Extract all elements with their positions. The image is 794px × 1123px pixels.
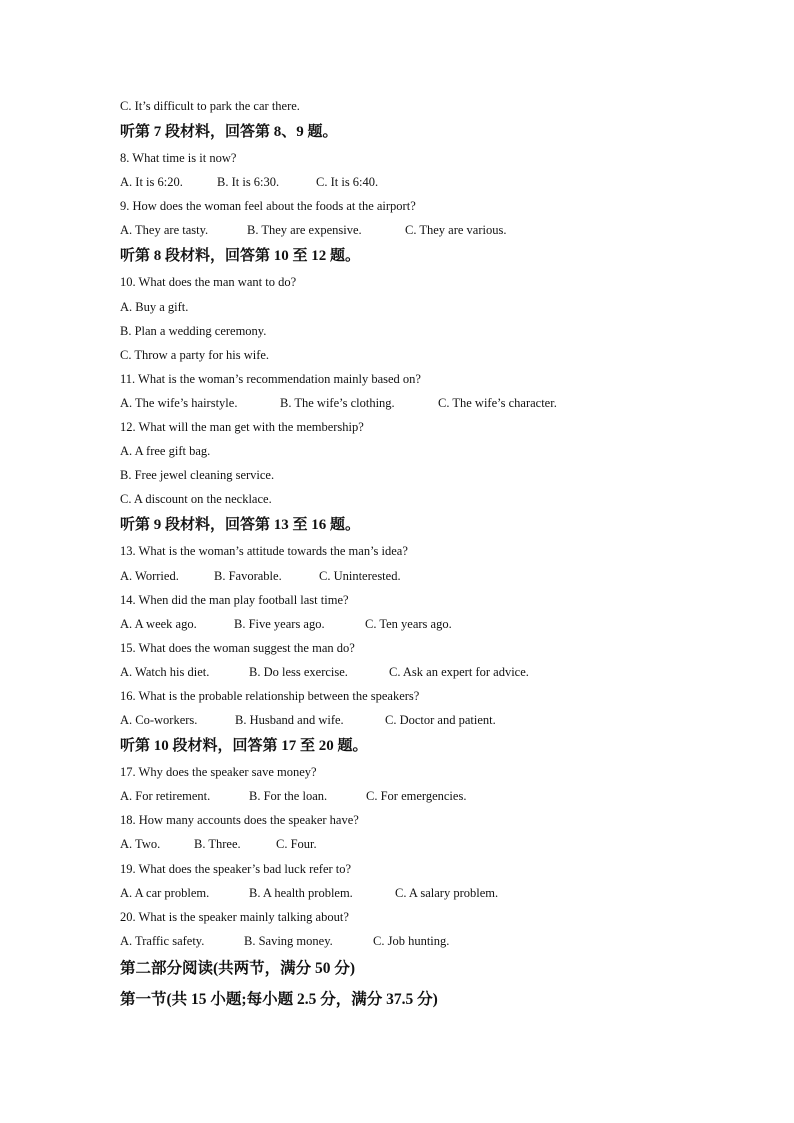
section-heading-passage-8: 听第 8 段材料，回答第 10 至 12 题。 bbox=[120, 248, 361, 265]
question-16-options bbox=[120, 708, 760, 732]
question-12-option-b: B. Free jewel cleaning service. bbox=[120, 468, 275, 483]
question-14-options bbox=[120, 612, 760, 636]
question-12: 12. What will the man get with the membership? bbox=[120, 420, 364, 435]
option-c: C. It is 6:40. bbox=[316, 175, 379, 190]
option-a: A. It is 6:20. bbox=[120, 175, 183, 190]
section-heading-passage-7: 听第 7 段材料，回答第 8、9 题。 bbox=[120, 124, 338, 141]
question-20: 20. What is the speaker mainly talking about? bbox=[120, 909, 349, 924]
option-a: A. Two. bbox=[120, 837, 161, 852]
question-12-option-a: A. A free gift bag. bbox=[120, 444, 211, 459]
question-10-option-b: B. Plan a wedding ceremony. bbox=[120, 323, 267, 338]
question-8: 8. What time is it now? bbox=[120, 151, 237, 166]
option-b: B. A health problem. bbox=[249, 885, 353, 900]
question-15: 15. What does the woman suggest the man do? bbox=[120, 640, 355, 655]
option-a: A. Traffic safety. bbox=[120, 933, 205, 948]
option-b: B. Saving money. bbox=[244, 933, 333, 948]
question-17: 17. Why does the speaker save money? bbox=[120, 765, 317, 780]
part-two-heading: 第二部分阅读(共两节，满分 50 分) bbox=[120, 959, 356, 977]
question-7-option-c: C. It’s difficult to park the car there. bbox=[120, 99, 300, 113]
document-page bbox=[120, 94, 760, 1015]
option-b: B. Five years ago. bbox=[234, 616, 325, 631]
option-b: B. Three. bbox=[194, 837, 241, 852]
section-one-heading: 第一节(共 15 小题;每小题 2.5 分，满分 37.5 分) bbox=[120, 990, 438, 1008]
question-12-option-c: C. A discount on the necklace. bbox=[120, 492, 272, 507]
option-a: A. For retirement. bbox=[120, 789, 211, 804]
option-c: C. Doctor and patient. bbox=[385, 713, 496, 728]
section-heading-passage-10: 听第 10 段材料，回答第 17 至 20 题。 bbox=[120, 738, 368, 755]
question-11: 11. What is the woman’s recommendation mainly based on? bbox=[120, 371, 421, 386]
option-c: C. Ask an expert for advice. bbox=[389, 664, 529, 679]
question-13-options bbox=[120, 564, 760, 588]
option-a: A. The wife’s hairstyle. bbox=[120, 395, 238, 410]
option-a: A. A car problem. bbox=[120, 885, 210, 900]
option-a: A. Watch his diet. bbox=[120, 664, 210, 679]
option-a: A. They are tasty. bbox=[120, 223, 209, 238]
option-c: C. A salary problem. bbox=[395, 885, 499, 900]
option-b: B. Favorable. bbox=[214, 568, 282, 583]
question-19-options bbox=[120, 881, 760, 905]
option-c: C. Job hunting. bbox=[373, 933, 450, 948]
question-10-option-c: C. Throw a party for his wife. bbox=[120, 347, 270, 362]
option-b: B. Do less exercise. bbox=[249, 664, 348, 679]
question-14: 14. When did the man play football last time? bbox=[120, 592, 349, 607]
question-16: 16. What is the probable relationship between the speakers? bbox=[120, 688, 420, 703]
option-b: B. They are expensive. bbox=[247, 223, 362, 238]
option-b: B. Husband and wife. bbox=[235, 713, 344, 728]
option-a: A. Co-workers. bbox=[120, 713, 198, 728]
question-13: 13. What is the woman’s attitude towards the man’s idea? bbox=[120, 544, 408, 559]
option-a: A. Worried. bbox=[120, 568, 179, 583]
section-heading-passage-9: 听第 9 段材料，回答第 13 至 16 题。 bbox=[120, 517, 361, 534]
option-b: B. For the loan. bbox=[249, 789, 328, 804]
option-b: B. The wife’s clothing. bbox=[280, 395, 395, 410]
question-19: 19. What does the speaker’s bad luck refer to? bbox=[120, 861, 352, 876]
question-8-options bbox=[120, 170, 760, 194]
option-c: C. Uninterested. bbox=[319, 568, 401, 583]
question-10-option-a: A. Buy a gift. bbox=[120, 299, 189, 314]
option-c: C. The wife’s character. bbox=[438, 395, 557, 410]
option-b: B. It is 6:30. bbox=[217, 175, 280, 190]
question-9: 9. How does the woman feel about the foods at the airport? bbox=[120, 199, 416, 214]
question-18-options bbox=[120, 832, 760, 856]
question-11-options bbox=[120, 391, 760, 415]
option-c: C. Four. bbox=[276, 837, 317, 852]
option-c: C. Ten years ago. bbox=[365, 616, 452, 631]
option-c: C. They are various. bbox=[405, 223, 507, 238]
question-20-options bbox=[120, 929, 760, 953]
option-a: A. A week ago. bbox=[120, 616, 197, 631]
question-10: 10. What does the man want to do? bbox=[120, 275, 297, 290]
question-9-options bbox=[120, 218, 760, 242]
question-18: 18. How many accounts does the speaker have? bbox=[120, 813, 359, 828]
question-15-options bbox=[120, 660, 760, 684]
question-17-options bbox=[120, 784, 760, 808]
option-c: C. For emergencies. bbox=[366, 789, 467, 804]
